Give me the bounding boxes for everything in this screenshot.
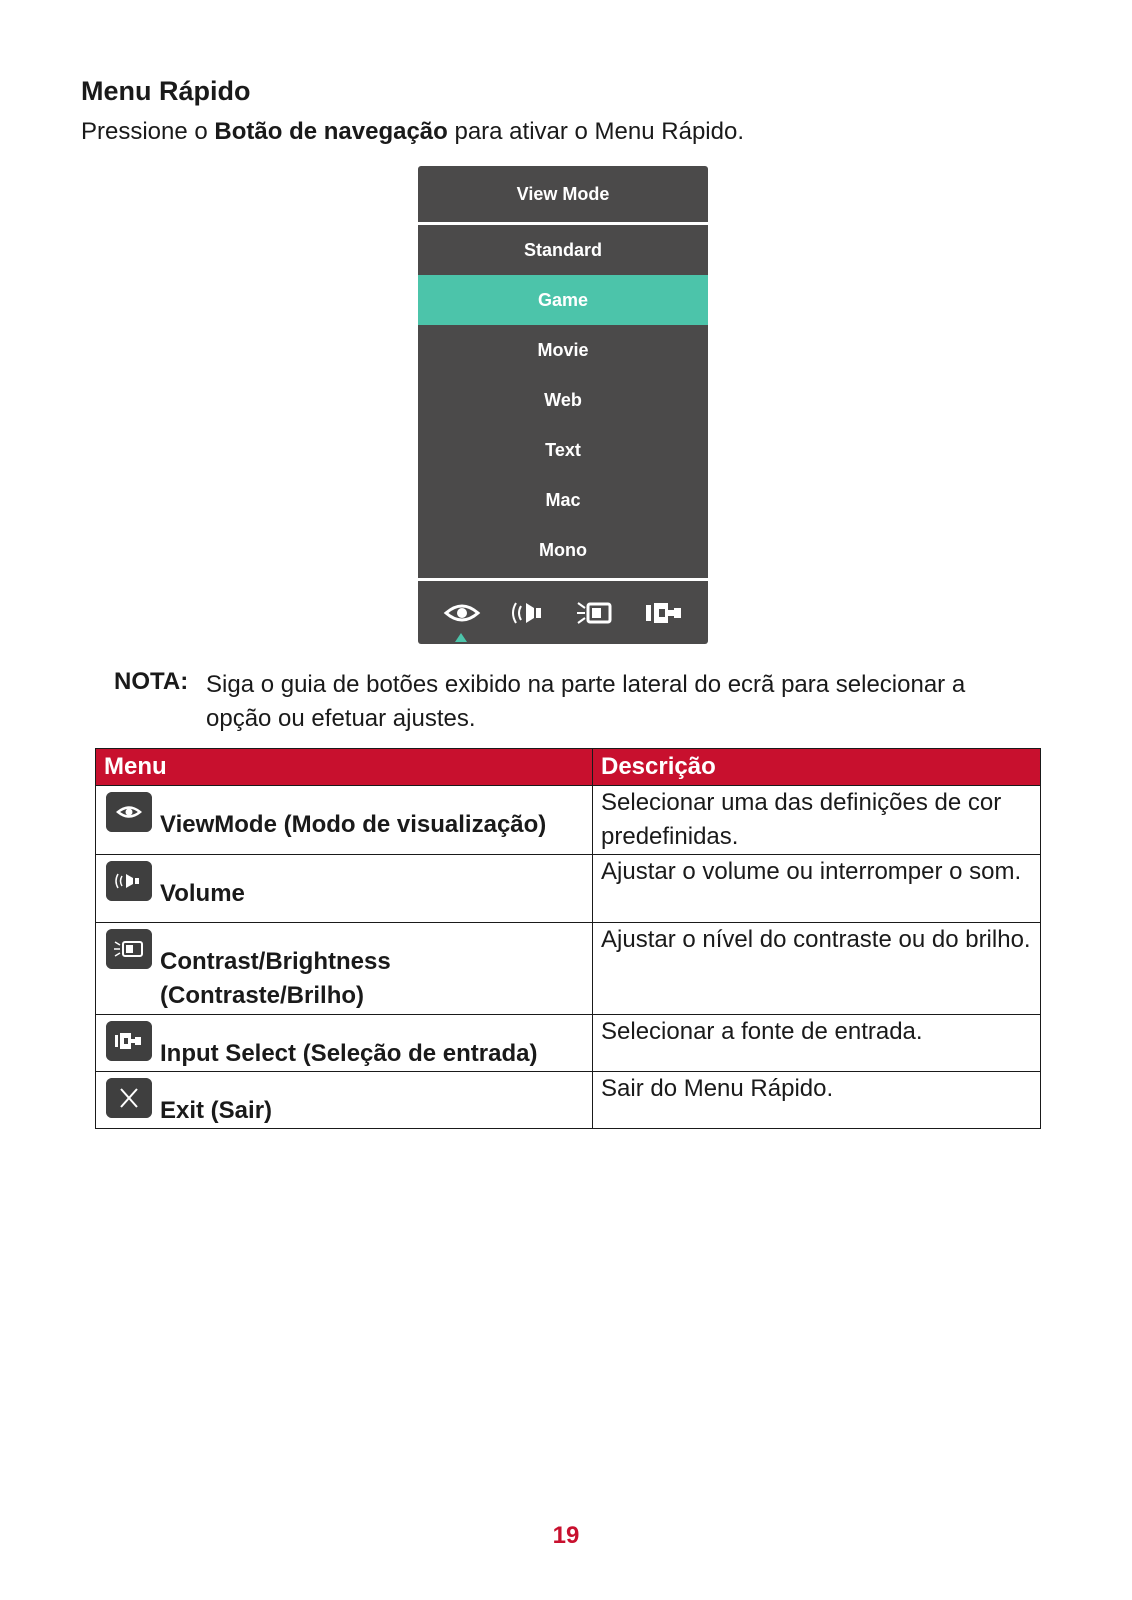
menu-cell bbox=[96, 1015, 593, 1072]
description-cell bbox=[593, 786, 1041, 855]
intro-after: para ativar o Menu Rápido. bbox=[447, 118, 744, 145]
menu-label: Volume bbox=[160, 880, 245, 907]
menu-cell bbox=[96, 786, 593, 855]
description-cell bbox=[593, 923, 1041, 1015]
page-number: 19 bbox=[552, 1522, 580, 1549]
menu-cell bbox=[96, 1072, 593, 1129]
osd-title: View Mode bbox=[516, 183, 610, 204]
table-row bbox=[96, 923, 1041, 1015]
selection-caret bbox=[455, 633, 467, 642]
description-text: Ajustar o volume ou interromper o som. bbox=[601, 858, 1022, 885]
menu-table bbox=[95, 748, 1041, 1129]
intro-before: Pressione o bbox=[81, 118, 215, 145]
table-row bbox=[96, 786, 1041, 855]
table-row bbox=[96, 855, 1041, 923]
note-text: Siga o guia de botões exibido na parte lateral do ecrã para selecionar a opção ou efetuar ajustes. bbox=[206, 671, 966, 732]
description-text: Sair do Menu Rápido. bbox=[601, 1075, 834, 1102]
menu-cell bbox=[96, 923, 593, 1015]
osd-item-web[interactable]: Web bbox=[544, 389, 582, 410]
osd-item-mono[interactable]: Mono bbox=[539, 539, 587, 560]
intro-text bbox=[81, 118, 744, 146]
volume-icon bbox=[106, 861, 152, 901]
description-cell bbox=[593, 855, 1041, 923]
menu-cell bbox=[96, 855, 593, 923]
table-row bbox=[96, 1072, 1041, 1129]
menu-label: Contrast/Brightness (Contraste/Brilho) bbox=[160, 948, 391, 1009]
menu-label: Input Select (Seleção de entrada) bbox=[160, 1040, 538, 1067]
intro-bold: Botão de navegação bbox=[214, 118, 448, 145]
input-icon bbox=[106, 1021, 152, 1061]
menu-label: Exit (Sair) bbox=[160, 1097, 273, 1124]
description-cell bbox=[593, 1015, 1041, 1072]
contrast-icon[interactable] bbox=[576, 597, 616, 629]
osd-item-text[interactable]: Text bbox=[545, 439, 581, 460]
input-icon[interactable] bbox=[644, 597, 684, 629]
description-text: Selecionar a fonte de entrada. bbox=[601, 1018, 923, 1045]
osd-divider-bottom bbox=[418, 578, 708, 581]
header-description: Descrição bbox=[593, 749, 1041, 786]
close-icon bbox=[106, 1078, 152, 1118]
osd-quick-menu bbox=[418, 166, 708, 644]
volume-icon[interactable] bbox=[508, 597, 548, 629]
table-header-row bbox=[96, 749, 1041, 786]
contrast-icon bbox=[106, 929, 152, 969]
osd-icon-bar bbox=[418, 583, 708, 644]
description-text: Selecionar uma das definições de cor predefinidas. bbox=[601, 789, 1002, 850]
description-text: Ajustar o nível do contraste ou do brilho. bbox=[601, 926, 1031, 953]
osd-item-mac[interactable]: Mac bbox=[545, 489, 581, 510]
osd-item-game[interactable]: Game bbox=[418, 275, 708, 325]
note-label: NOTA: bbox=[114, 668, 189, 695]
table-row bbox=[96, 1015, 1041, 1072]
osd-item-standard[interactable]: Standard bbox=[523, 239, 602, 260]
description-cell bbox=[593, 1072, 1041, 1129]
eye-icon bbox=[106, 792, 152, 832]
header-menu: Menu bbox=[96, 749, 593, 786]
osd-item-movie[interactable]: Movie bbox=[537, 339, 589, 360]
eye-icon[interactable] bbox=[442, 597, 482, 629]
section-heading: Menu Rápido bbox=[81, 76, 251, 106]
menu-label: ViewMode (Modo de visualização) bbox=[160, 811, 547, 838]
